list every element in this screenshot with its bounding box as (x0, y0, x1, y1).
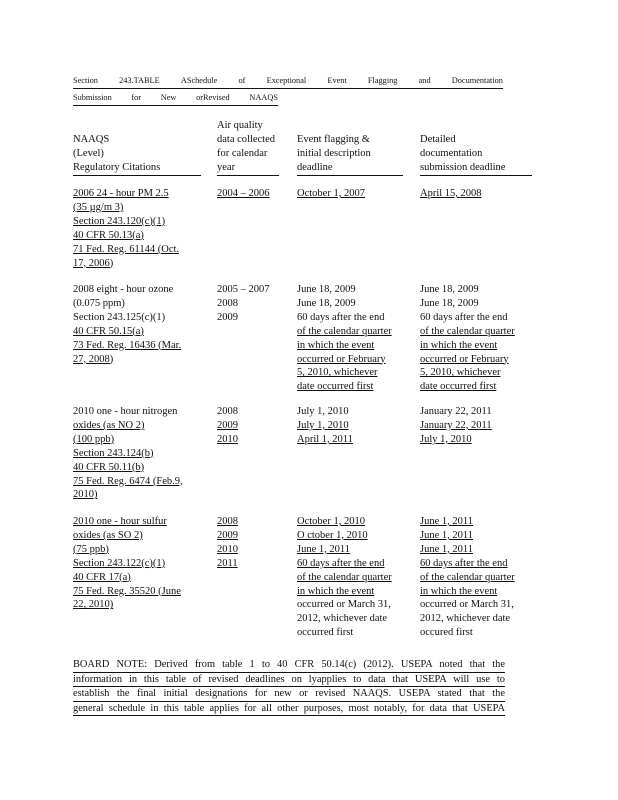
column-header-naaqs: NAAQS (Level) Regulatory Citations (73, 133, 201, 176)
table-row-so2-flagging: October 1, 2010 O ctober 1, 2010 June 1, 2011 60 days after the end of the calendar quarter in which the event occurred or March 31, 2012, whichever date occurred first (297, 516, 392, 639)
table-row-ozone-years: 2005 – 2007 2008 2009 (217, 284, 270, 323)
table-row-pm25-years: 2004 – 2006 (217, 188, 270, 199)
table-row-no2-naaqs: 2010 one - hour nitrogen oxides (as NO 2) (100 ppb) Section 243.124(b) 40 CFR 50.11(b) 75 Fed. Reg. 6474 (Feb.9, 2010) (73, 406, 183, 501)
table-row-pm25-naaqs: 2006 24 - hour PM 2.5 (35 µg/m 3) Section 243.120(c)(1) 40 CFR 50.13(a) 71 Fed. Reg. 61144 (Oct. 17, 2006) (73, 188, 180, 269)
table-row-pm25-flagging: October 1, 2007 (297, 188, 365, 199)
table-row-ozone-naaqs: 2008 eight - hour ozone (0.075 ppm) Section 243.125(c)(1) 40 CFR 50.15(a) 73 Fed. Reg. 16436 (Mar. 27, 2008) (73, 284, 182, 365)
board-note: BOARD NOTE: Derived from table 1 to 40 CFR 50.14(c) (2012). USEPA noted that the information in this table of revised deadlines on lyapplies to data that USEPA will use to establish the final initial designations for new or revised NAAQS. USEPA stated that the general schedule in this table applies for all other purposes, most notably, for data that USEPA (73, 658, 505, 716)
column-header-data-year: Air quality data collected for calendar year (217, 119, 279, 176)
table-row-so2-documentation: June 1, 2011 June 1, 2011 June 1, 2011 60 days after the end of the calendar quarter in which the event occurred or March 31, 2012, whichever date occured first (420, 516, 515, 639)
table-heading-line-2: Submission for New orRevised NAAQS (73, 91, 278, 106)
column-header-documentation-deadline: Detailed documentation submission deadline (420, 133, 532, 176)
table-row-pm25-documentation: April 15, 2008 (420, 188, 482, 199)
table-row-ozone-documentation: June 18, 2009 June 18, 2009 60 days after the end of the calendar quarter in which the event occurred or February 5, 2010, whichever date occurred first (420, 284, 515, 393)
table-row-no2-documentation: January 22, 2011 January 22, 2011 July 1, 2010 (420, 406, 492, 445)
table-row-so2-years: 2008 2009 2010 2011 (217, 516, 238, 569)
table-row-no2-flagging: July 1, 2010 July 1, 2010 April 1, 2011 (297, 406, 353, 445)
table-heading (73, 74, 503, 106)
table-row-no2-years: 2008 2009 2010 (217, 406, 238, 445)
column-header-flagging-deadline: Event flagging & initial description deadline (297, 133, 403, 176)
table-row-ozone-flagging: June 18, 2009 June 18, 2009 60 days after the end of the calendar quarter in which the event occurred or February 5, 2010, whichever date occurred first (297, 284, 392, 393)
table-row-so2-naaqs: 2010 one - hour sulfur oxides (as SO 2) (75 ppb) Section 243.122(c)(1) 40 CFR 17(a) 75 Fed. Reg. 35520 (June 22, 2010) (73, 516, 181, 611)
table-heading-line-1: Section 243.TABLE ASchedule of Exceptional Event Flagging and Documentation (73, 74, 503, 89)
